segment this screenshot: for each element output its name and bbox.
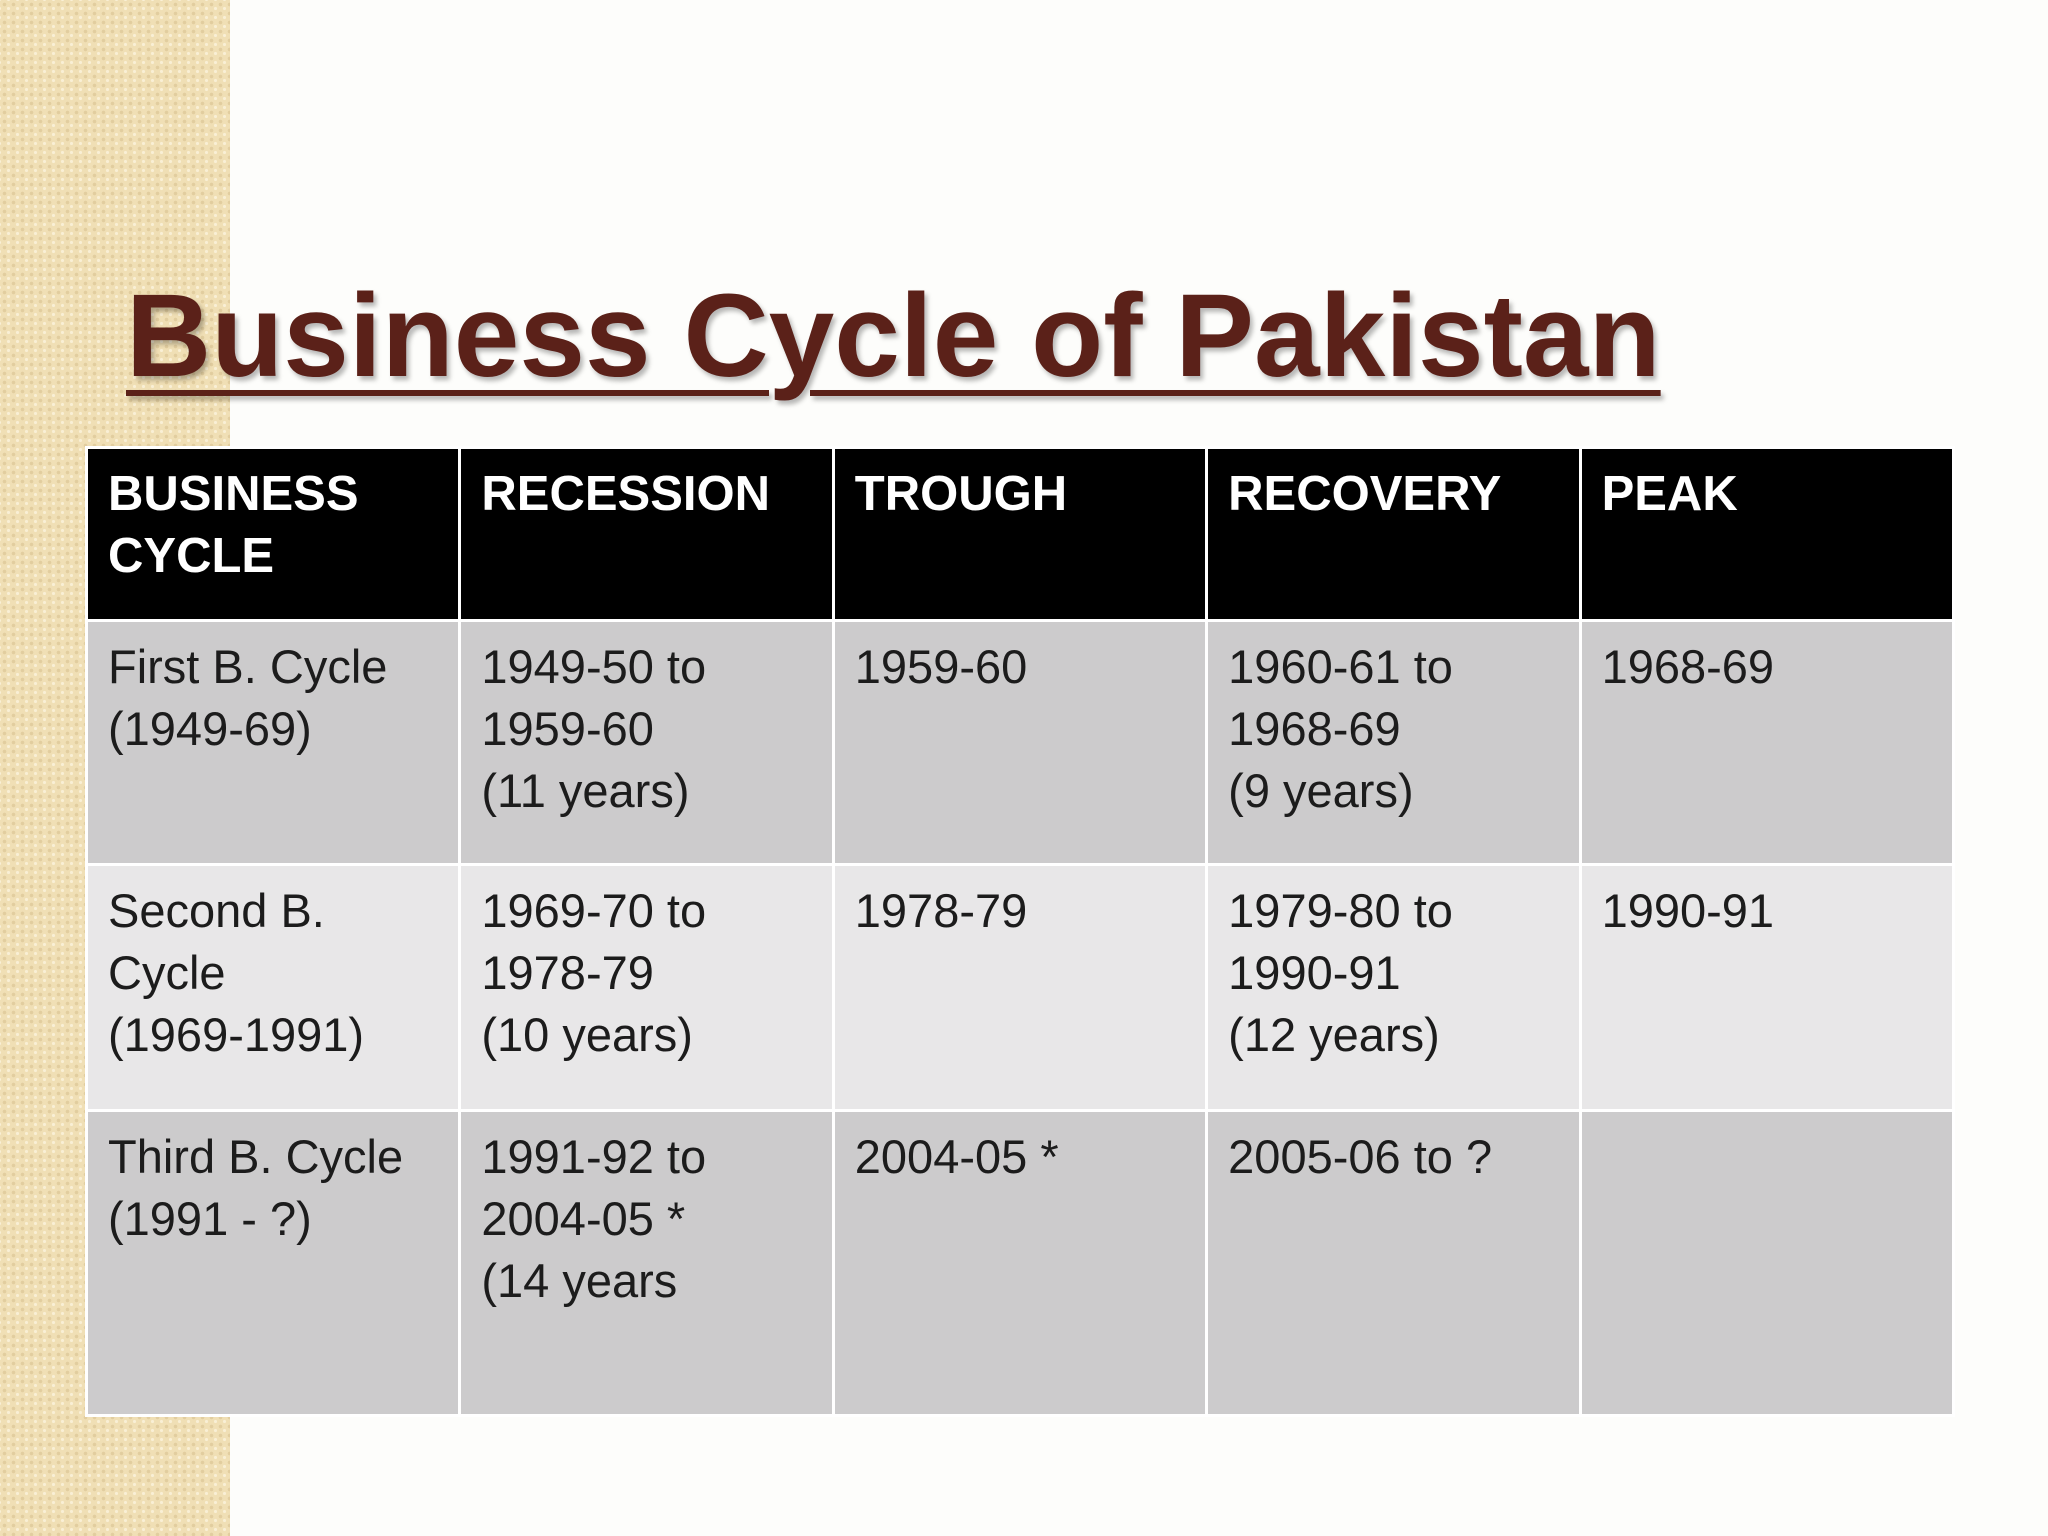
table-row	[87, 865, 1954, 1111]
cell-cycle-name: Second B. Cycle (1969-1991)	[87, 865, 460, 1111]
cell-recovery: 1960-61 to 1968-69 (9 years)	[1207, 621, 1580, 865]
business-cycle-table	[85, 446, 1955, 1417]
table-header-row	[87, 448, 1954, 621]
cell-recovery: 1979-80 to 1990-91 (12 years)	[1207, 865, 1580, 1111]
header-recession: RECESSION	[460, 448, 833, 621]
cell-cycle-name: First B. Cycle (1949-69)	[87, 621, 460, 865]
cell-recession: 1969-70 to 1978-79 (10 years)	[460, 865, 833, 1111]
slide-title: Business Cycle of Pakistan	[126, 270, 1661, 402]
cell-recession: 1991-92 to 2004-05 * (14 years	[460, 1111, 833, 1416]
cell-trough: 1959-60	[833, 621, 1206, 865]
cell-peak	[1580, 1111, 1953, 1416]
table-row	[87, 621, 1954, 865]
cell-peak: 1990-91	[1580, 865, 1953, 1111]
cell-trough: 1978-79	[833, 865, 1206, 1111]
header-peak: PEAK	[1580, 448, 1953, 621]
table-row	[87, 1111, 1954, 1416]
header-recovery: RECOVERY	[1207, 448, 1580, 621]
cell-trough: 2004-05 *	[833, 1111, 1206, 1416]
business-cycle-table-container	[85, 446, 1955, 1417]
cell-cycle-name: Third B. Cycle (1991 - ?)	[87, 1111, 460, 1416]
cell-recovery: 2005-06 to ?	[1207, 1111, 1580, 1416]
cell-recession: 1949-50 to 1959-60 (11 years)	[460, 621, 833, 865]
header-trough: TROUGH	[833, 448, 1206, 621]
header-business-cycle: BUSINESS CYCLE	[87, 448, 460, 621]
cell-peak: 1968-69	[1580, 621, 1953, 865]
